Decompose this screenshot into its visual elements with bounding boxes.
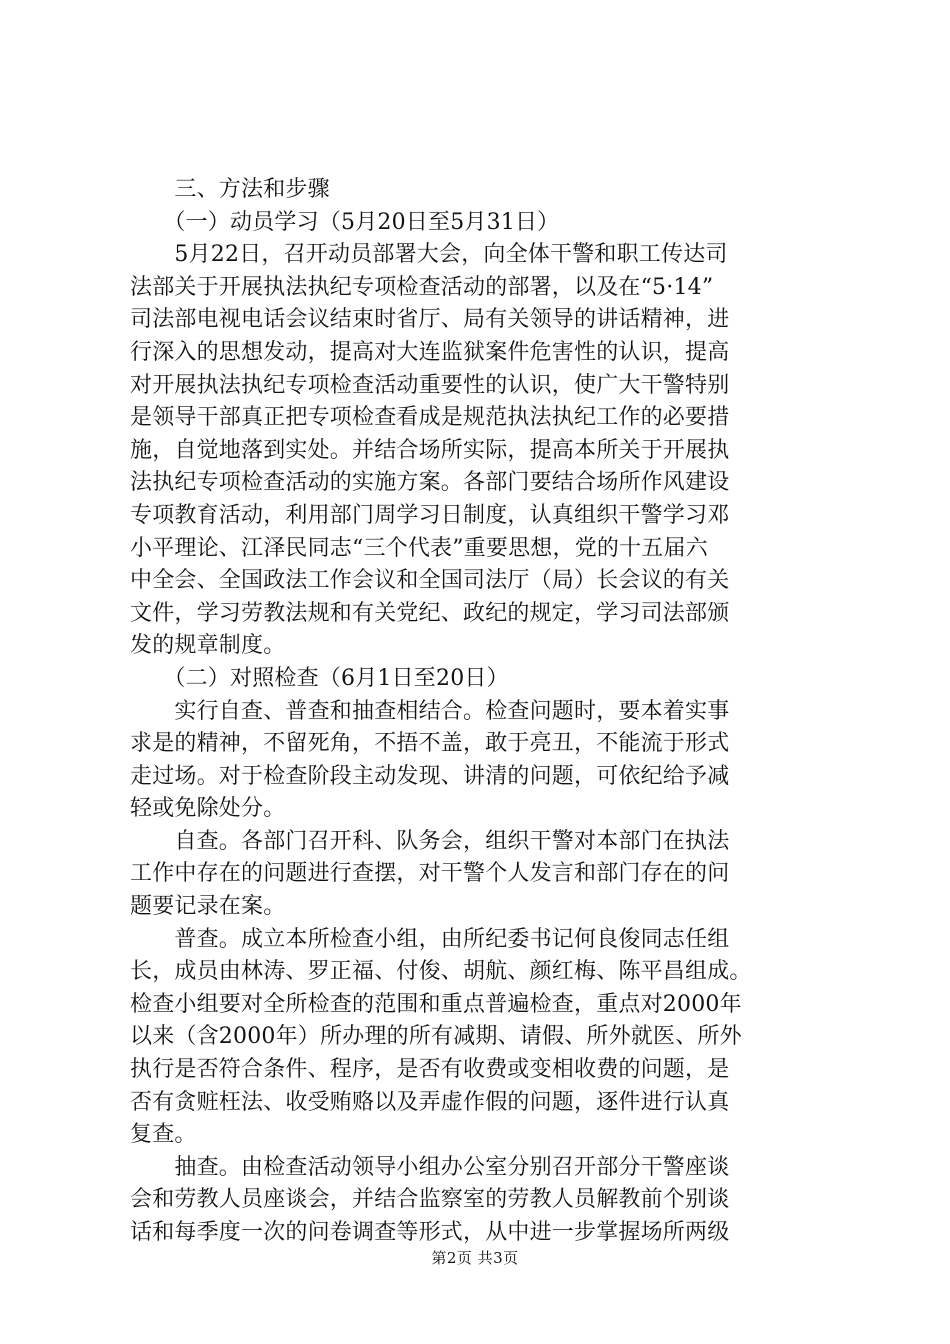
paragraph-line: （二）对照检查（6月1日至20日）	[130, 665, 509, 691]
paragraph-line: 执行是否符合条件、程序，是否有收费或变相收费的问题，是	[130, 1057, 730, 1083]
paragraph-line: 实行自查、普查和抽查相结合。检查问题时，要本着实事	[130, 698, 730, 724]
paragraph-line: 长，成员由林涛、罗正福、付俊、胡航、颜红梅、陈平昌组成。	[130, 959, 752, 985]
paragraph-line: （一）动员学习（5月20日至5月31日）	[130, 209, 560, 235]
paragraph-line: 施，自觉地落到实处。并结合场所实际，提高本所关于开展执	[130, 437, 730, 463]
paragraph-line: 中全会、全国政法工作会议和全国司法厅（局）长会议的有关	[130, 568, 730, 594]
paragraph-line: 是领导干部真正把专项检查看成是规范执法执纪工作的必要措	[130, 405, 730, 431]
paragraph-line: 专项教育活动，利用部门周学习日制度，认真组织干警学习邓	[130, 502, 730, 528]
paragraph-line: 会和劳教人员座谈会，并结合监察室的劳教人员解教前个别谈	[130, 1187, 730, 1213]
paragraph-line: 法执纪专项检查活动的实施方案。各部门要结合场所作风建设	[130, 470, 730, 496]
paragraph-line: 对开展执法执纪专项检查活动重要性的认识，使广大干警特别	[130, 372, 730, 398]
paragraph-line: 轻或免除处分。	[130, 796, 286, 822]
paragraph-line: 三、方法和步骤	[130, 177, 330, 202]
paragraph-line: 抽查。由检查活动领导小组办公室分别召开部分干警座谈	[130, 1154, 730, 1180]
document-body	[130, 174, 830, 1250]
paragraph-line: 发的规章制度。	[130, 633, 286, 659]
paragraph-line: 题要记录在案。	[130, 894, 286, 920]
paragraph-line: 话和每季度一次的问卷调查等形式，从中进一步掌握场所两级	[130, 1220, 730, 1245]
paragraph-line: 复查。	[130, 1122, 197, 1148]
paragraph-line: 普查。成立本所检查小组，由所纪委书记何良俊同志任组	[130, 926, 730, 952]
paragraph-line: 检查小组要对全所检查的范围和重点普遍检查，重点对2000年	[130, 991, 742, 1017]
page-footer: 第2页 共3页	[431, 1249, 519, 1267]
paragraph-line: 以来（含2000年）所办理的所有减期、请假、所外就医、所外	[130, 1024, 742, 1050]
paragraph-line: 司法部电视电话会议结束时省厅、局有关领导的讲话精神，进	[130, 307, 730, 333]
paragraph-line: 工作中存在的问题进行查摆，对干警个人发言和部门存在的问	[130, 861, 730, 887]
paragraph-line: 否有贪赃枉法、收受贿赂以及弄虚作假的问题，逐件进行认真	[130, 1089, 730, 1115]
paragraph-line: 5月22日，召开动员部署大会，向全体干警和职工传达司	[130, 242, 728, 268]
paragraph-line: 自查。各部门召开科、队务会，组织干警对本部门在执法	[130, 828, 730, 854]
paragraph-line: 走过场。对于检查阶段主动发现、讲清的问题，可依纪给予减	[130, 763, 730, 789]
paragraph-line: 求是的精神，不留死角，不捂不盖，敢于亮丑，不能流于形式	[130, 731, 730, 757]
paragraph-line: 行深入的思想发动，提高对大连监狱案件危害性的认识，提高	[130, 339, 730, 365]
paragraph-line: 文件，学习劳教法规和有关党纪、政纪的规定，学习司法部颁	[130, 600, 730, 626]
paragraph-line: 法部关于开展执法执纪专项检查活动的部署，以及在“5·14”	[130, 274, 714, 300]
paragraph-line: 小平理论、江泽民同志“三个代表”重要思想，党的十五届六	[130, 535, 708, 561]
